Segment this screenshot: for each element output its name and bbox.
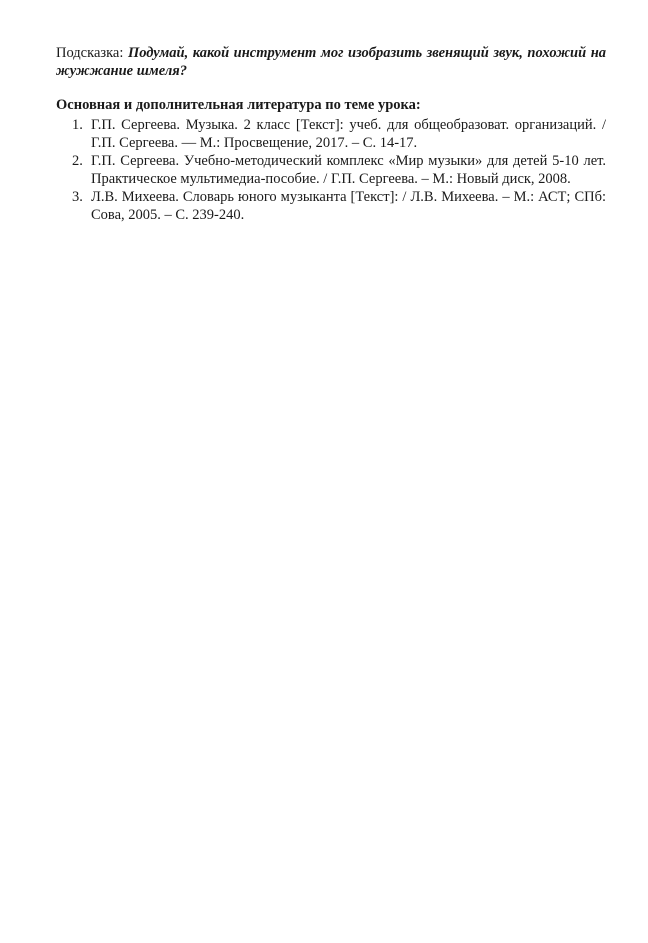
- literature-item-text: Г.П. Сергеева. Музыка. 2 класс [Текст]: учеб. для общеобразоват. организаций. / Г.П. Сергеева. — М.: Просвещение, 2017. – С. 14-17.: [91, 117, 606, 151]
- literature-item: [56, 152, 606, 188]
- hint-label: Подсказка:: [56, 45, 128, 61]
- literature-list: [56, 116, 606, 224]
- literature-item-number: 2.: [72, 153, 83, 169]
- literature-item-number: 3.: [72, 189, 83, 205]
- literature-item-number: 1.: [72, 117, 83, 133]
- literature-item: [56, 116, 606, 152]
- literature-heading: Основная и дополнительная литература по теме урока:: [56, 97, 421, 113]
- hint-paragraph: [56, 44, 606, 80]
- literature-item: [56, 188, 606, 224]
- page-content: [56, 44, 606, 224]
- literature-item-text: Г.П. Сергеева. Учебно-методический комплекс «Мир музыки» для детей 5-10 лет. Практическое мультимедиа-пособие. / Г.П. Сергеева. – М.: Новый диск, 2008.: [91, 153, 606, 187]
- hint-text: Подумай, какой инструмент мог изобразить звенящий звук, похожий на жужжание шмеля?: [56, 45, 606, 79]
- literature-item-text: Л.В. Михеева. Словарь юного музыканта [Текст]: / Л.В. Михеева. – М.: АСТ; СПб: Сова, 2005. – С. 239-240.: [91, 189, 606, 223]
